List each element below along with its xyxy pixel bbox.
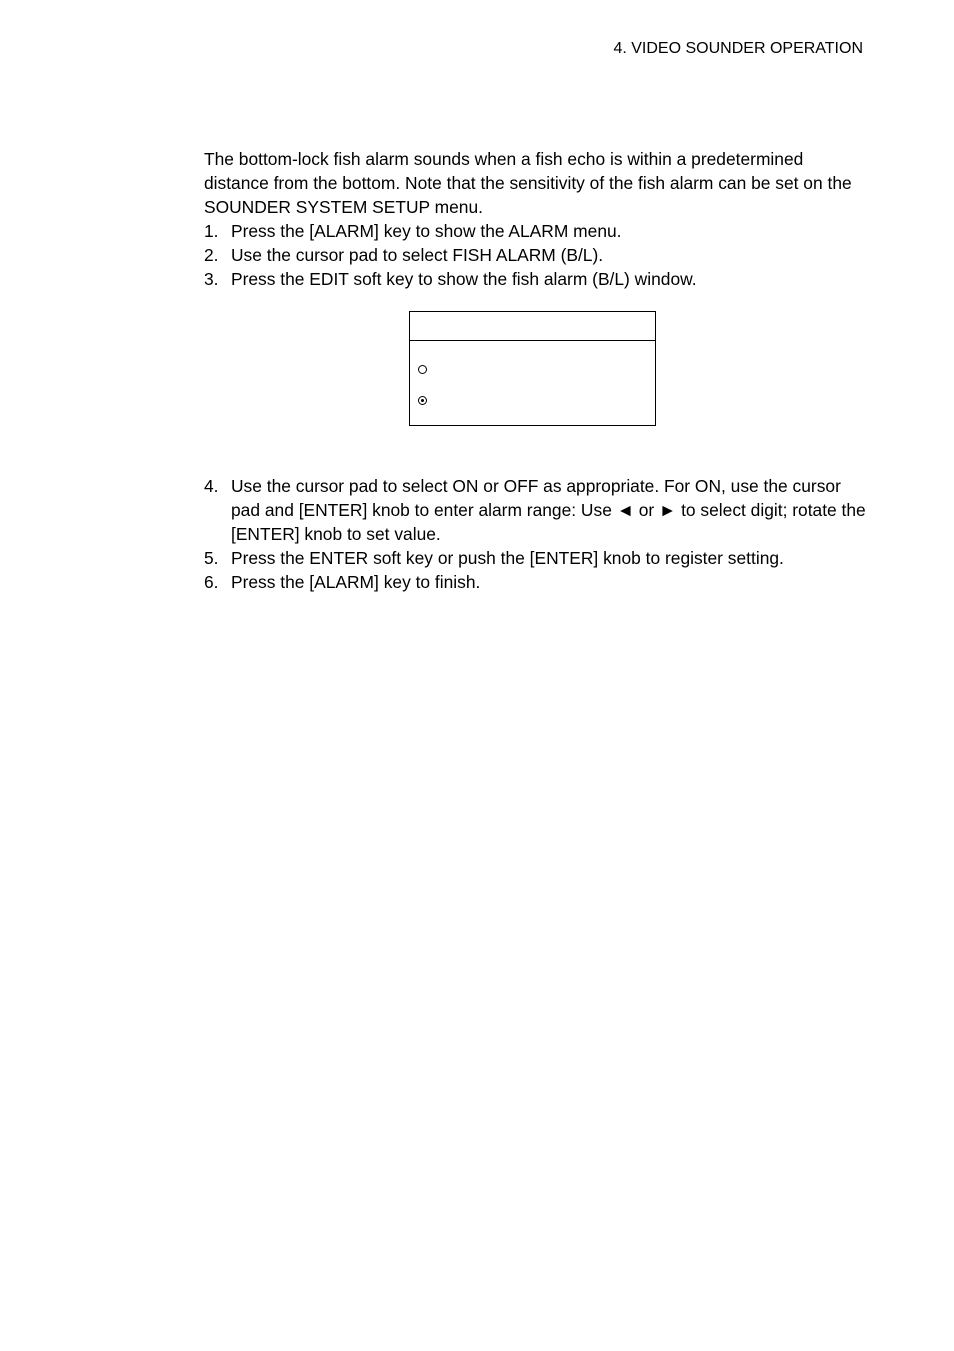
- radio-option-on[interactable]: [418, 365, 427, 374]
- step-text: Use the cursor pad to select ON or OFF as appropriate. For ON, use the cursor pad and [ENTER] knob to enter alarm range: Use ◄ or ► to select digit; rotate the [ENTER] knob to set value.: [231, 476, 866, 544]
- step-text: Press the ENTER soft key or push the [ENTER] knob to register setting.: [231, 548, 784, 568]
- step-number: 3.: [204, 269, 219, 289]
- step-text: Press the [ALARM] key to finish.: [231, 572, 481, 592]
- step-number: 2.: [204, 245, 219, 265]
- step-number: 5.: [204, 548, 219, 568]
- step-item: [204, 474, 868, 546]
- intro-paragraph: The bottom-lock fish alarm sounds when a fish echo is within a predetermined distance from the bottom. Note that the sensitivity of the fish alarm can be set on the SOUNDER SYSTEM SETUP menu.: [204, 149, 852, 217]
- step-item: [204, 243, 868, 267]
- step-number: 4.: [204, 476, 219, 496]
- page-content: [204, 147, 868, 594]
- radio-option-off[interactable]: [418, 396, 427, 405]
- step-text: Press the [ALARM] key to show the ALARM menu.: [231, 221, 622, 241]
- figure-area: [204, 291, 868, 474]
- step-item: [204, 570, 868, 594]
- window-title-bar: [410, 312, 655, 341]
- running-header: 4. VIDEO SOUNDER OPERATION: [613, 40, 863, 57]
- step-item: [204, 267, 868, 291]
- step-item: [204, 219, 868, 243]
- procedure-steps-2: [204, 474, 868, 594]
- step-text: Use the cursor pad to select FISH ALARM (B/L).: [231, 245, 604, 265]
- step-number: 6.: [204, 572, 219, 592]
- fish-alarm-window: [409, 311, 656, 426]
- procedure-steps-1: [204, 219, 868, 291]
- step-item: [204, 546, 868, 570]
- step-text: Press the EDIT soft key to show the fish alarm (B/L) window.: [231, 269, 697, 289]
- step-number: 1.: [204, 221, 219, 241]
